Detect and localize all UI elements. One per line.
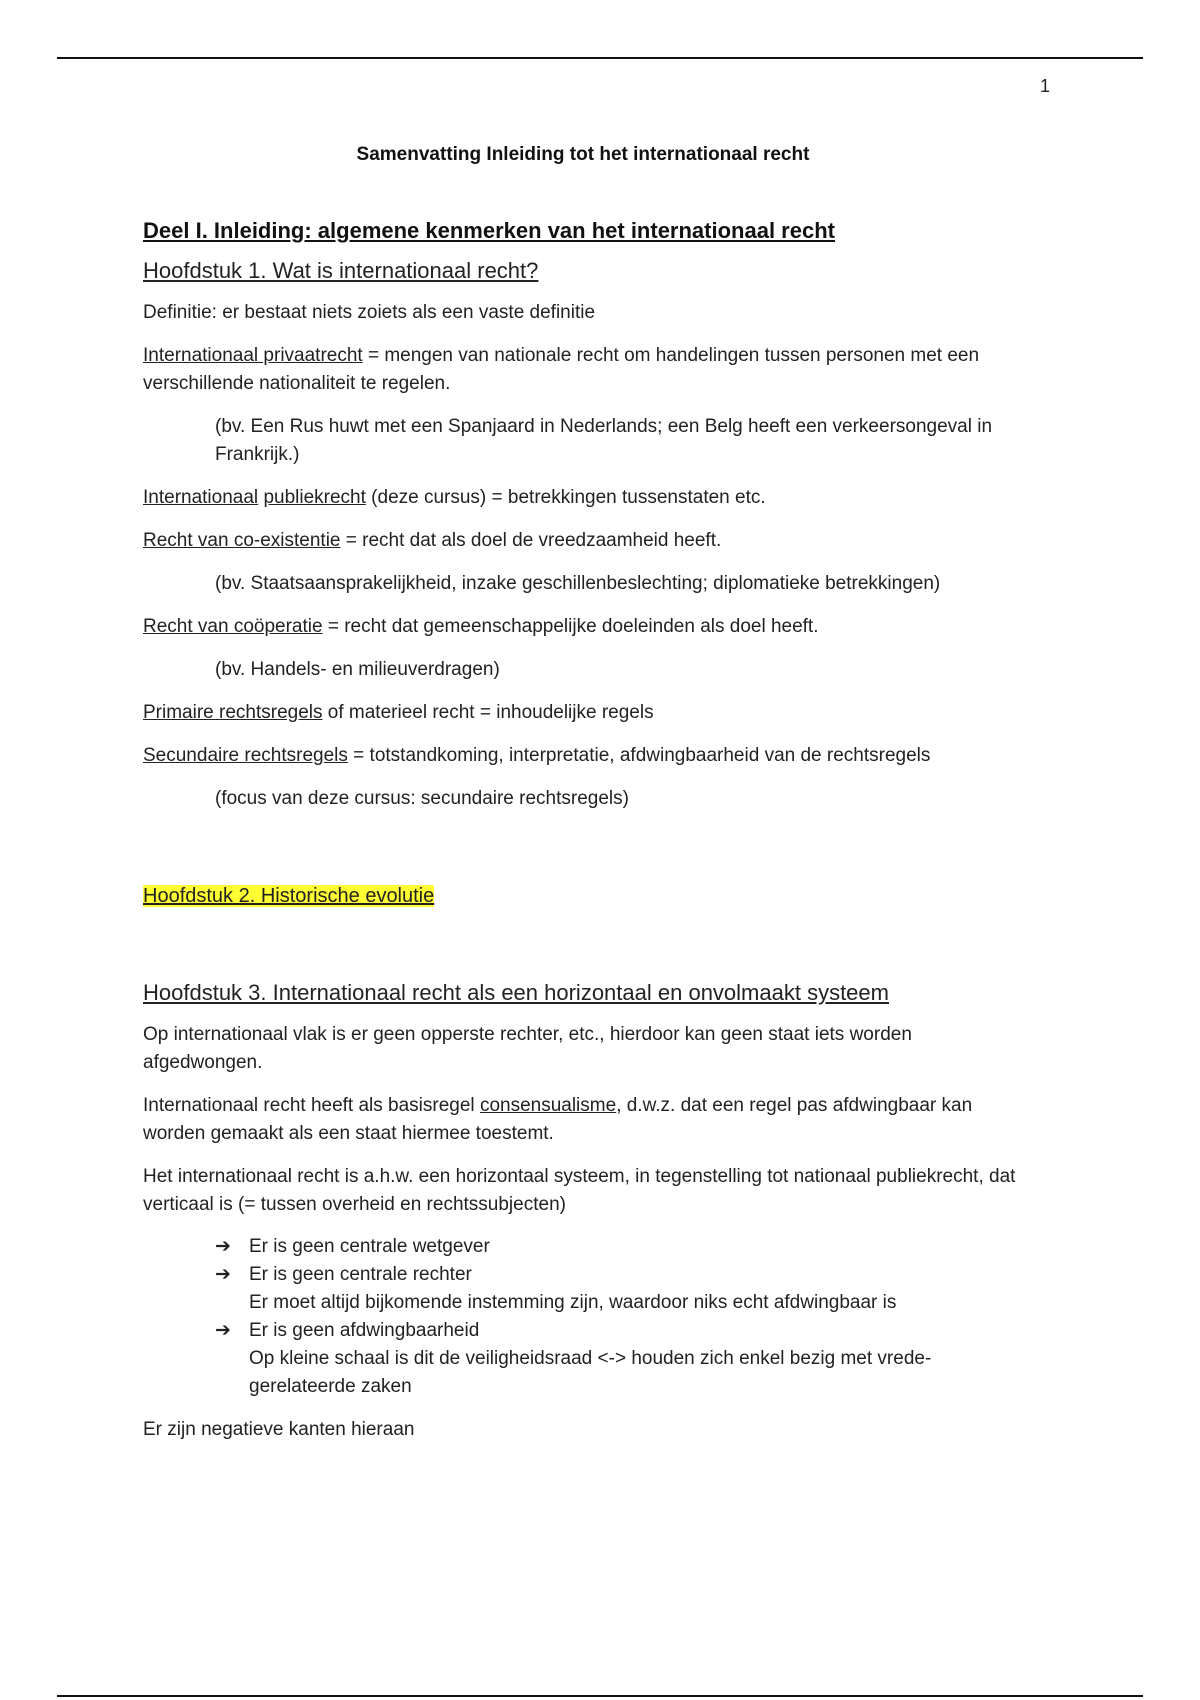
definition-paragraph: Definitie: er bestaat niets zoiets als een vaste definitie [143,302,596,323]
ch3-p2-start: Internationaal recht heeft als basisregel [143,1095,480,1116]
arrow-icon: ➔ [215,1264,231,1285]
ch3-paragraph-1: Op internationaal vlak is er geen opperste rechter, etc., hierdoor kan geen staat iets worden afgedwongen. [143,1024,912,1073]
arrow-icon: ➔ [215,1320,231,1341]
public-law-text: (deze cursus) = betrekkingen tussenstaten etc. [365,487,766,508]
coexistence-text: = recht dat als doel de vreedzaamheid heeft. [340,530,722,551]
primary-rules-paragraph [143,699,1023,727]
part-heading: Deel I. Inleiding: algemene kenmerken van het internationaal recht [143,218,835,243]
list-item [215,1261,1023,1317]
private-law-example: (bv. Een Rus huwt met een Spanjaard in Nederlands; een Belg heeft een verkeersongeval in Frankrijk.) [215,416,993,465]
list-item-text: Er is geen centrale wetgever [249,1236,490,1257]
ch3-paragraph-2 [143,1092,1023,1148]
secondary-rules-text: = totstandkoming, interpretatie, afdwingbaarheid van de rechtsregels [347,745,931,766]
cooperation-paragraph [143,613,1023,641]
closing-paragraph: Er zijn negatieve kanten hieraan [143,1419,415,1440]
arrow-list [215,1233,1023,1401]
primary-rules-term: Primaire rechtsregels [143,702,323,723]
list-item-subtext: Er moet altijd bijkomende instemming zijn, waardoor niks echt afdwingbaar is [249,1292,897,1313]
footer-rule [57,1695,1143,1697]
secondary-rules-note: (focus van deze cursus: secundaire rechtsregels) [215,788,629,809]
header-rule [57,57,1143,59]
document-title: Samenvatting Inleiding tot het internationaal recht [356,144,810,165]
cooperation-example: (bv. Handels- en milieuverdragen) [215,659,500,680]
public-law-term-b: publiekrecht [263,487,366,508]
chapter-2-heading [143,885,1023,908]
secondary-rules-term: Secundaire rechtsregels [143,745,348,766]
primary-rules-text: of materieel recht = inhoudelijke regels [322,702,654,723]
consensualism-term: consensualisme [479,1095,617,1116]
private-law-text: = mengen van nationale recht om handelingen tussen personen met een verschillende nationaliteit te regelen. [143,345,980,394]
coexistence-paragraph [143,527,1023,555]
arrow-icon: ➔ [215,1236,231,1257]
list-item [215,1233,1023,1261]
public-law-term-a: Internationaal [143,487,259,508]
coexistence-term: Recht van co-existentie [143,530,341,551]
chapter-2-highlight: Hoofdstuk 2. Historische evolutie [143,885,435,907]
list-item-subtext: Op kleine schaal is dit de veiligheidsraad <-> houden zich enkel bezig met vrede-gerelateerde zaken [249,1348,932,1397]
chapter-1-heading: Hoofdstuk 1. Wat is internationaal recht? [143,258,539,283]
cooperation-text: = recht dat gemeenschappelijke doeleinden als doel heeft. [322,616,819,637]
ch3-p2-end: , d.w.z. dat een regel pas afdwingbaar kan worden gemaakt als een staat hiermee toestemt. [143,1095,973,1144]
list-item-text: Er is geen centrale rechter [249,1264,472,1285]
private-law-paragraph [143,342,1023,398]
list-item [215,1317,1023,1401]
cooperation-term: Recht van coöperatie [143,616,323,637]
chapter-3-heading: Hoofdstuk 3. Internationaal recht als een horizontaal en onvolmaakt systeem [143,980,889,1005]
secondary-rules-paragraph [143,742,1023,770]
document-body [143,140,1023,1444]
public-law-paragraph [143,484,1023,512]
ch3-paragraph-3: Het internationaal recht is a.h.w. een horizontaal systeem, in tegenstelling tot nationaal publiekrecht, dat verticaal is (= tussen overheid en rechtssubjecten) [143,1166,1016,1215]
coexistence-example: (bv. Staatsaansprakelijkheid, inzake geschillenbeslechting; diplomatieke betrekkingen) [215,573,941,594]
page-number: 1 [1040,76,1051,96]
private-law-term: Internationaal privaatrecht [143,345,363,366]
list-item-text: Er is geen afdwingbaarheid [249,1320,480,1341]
